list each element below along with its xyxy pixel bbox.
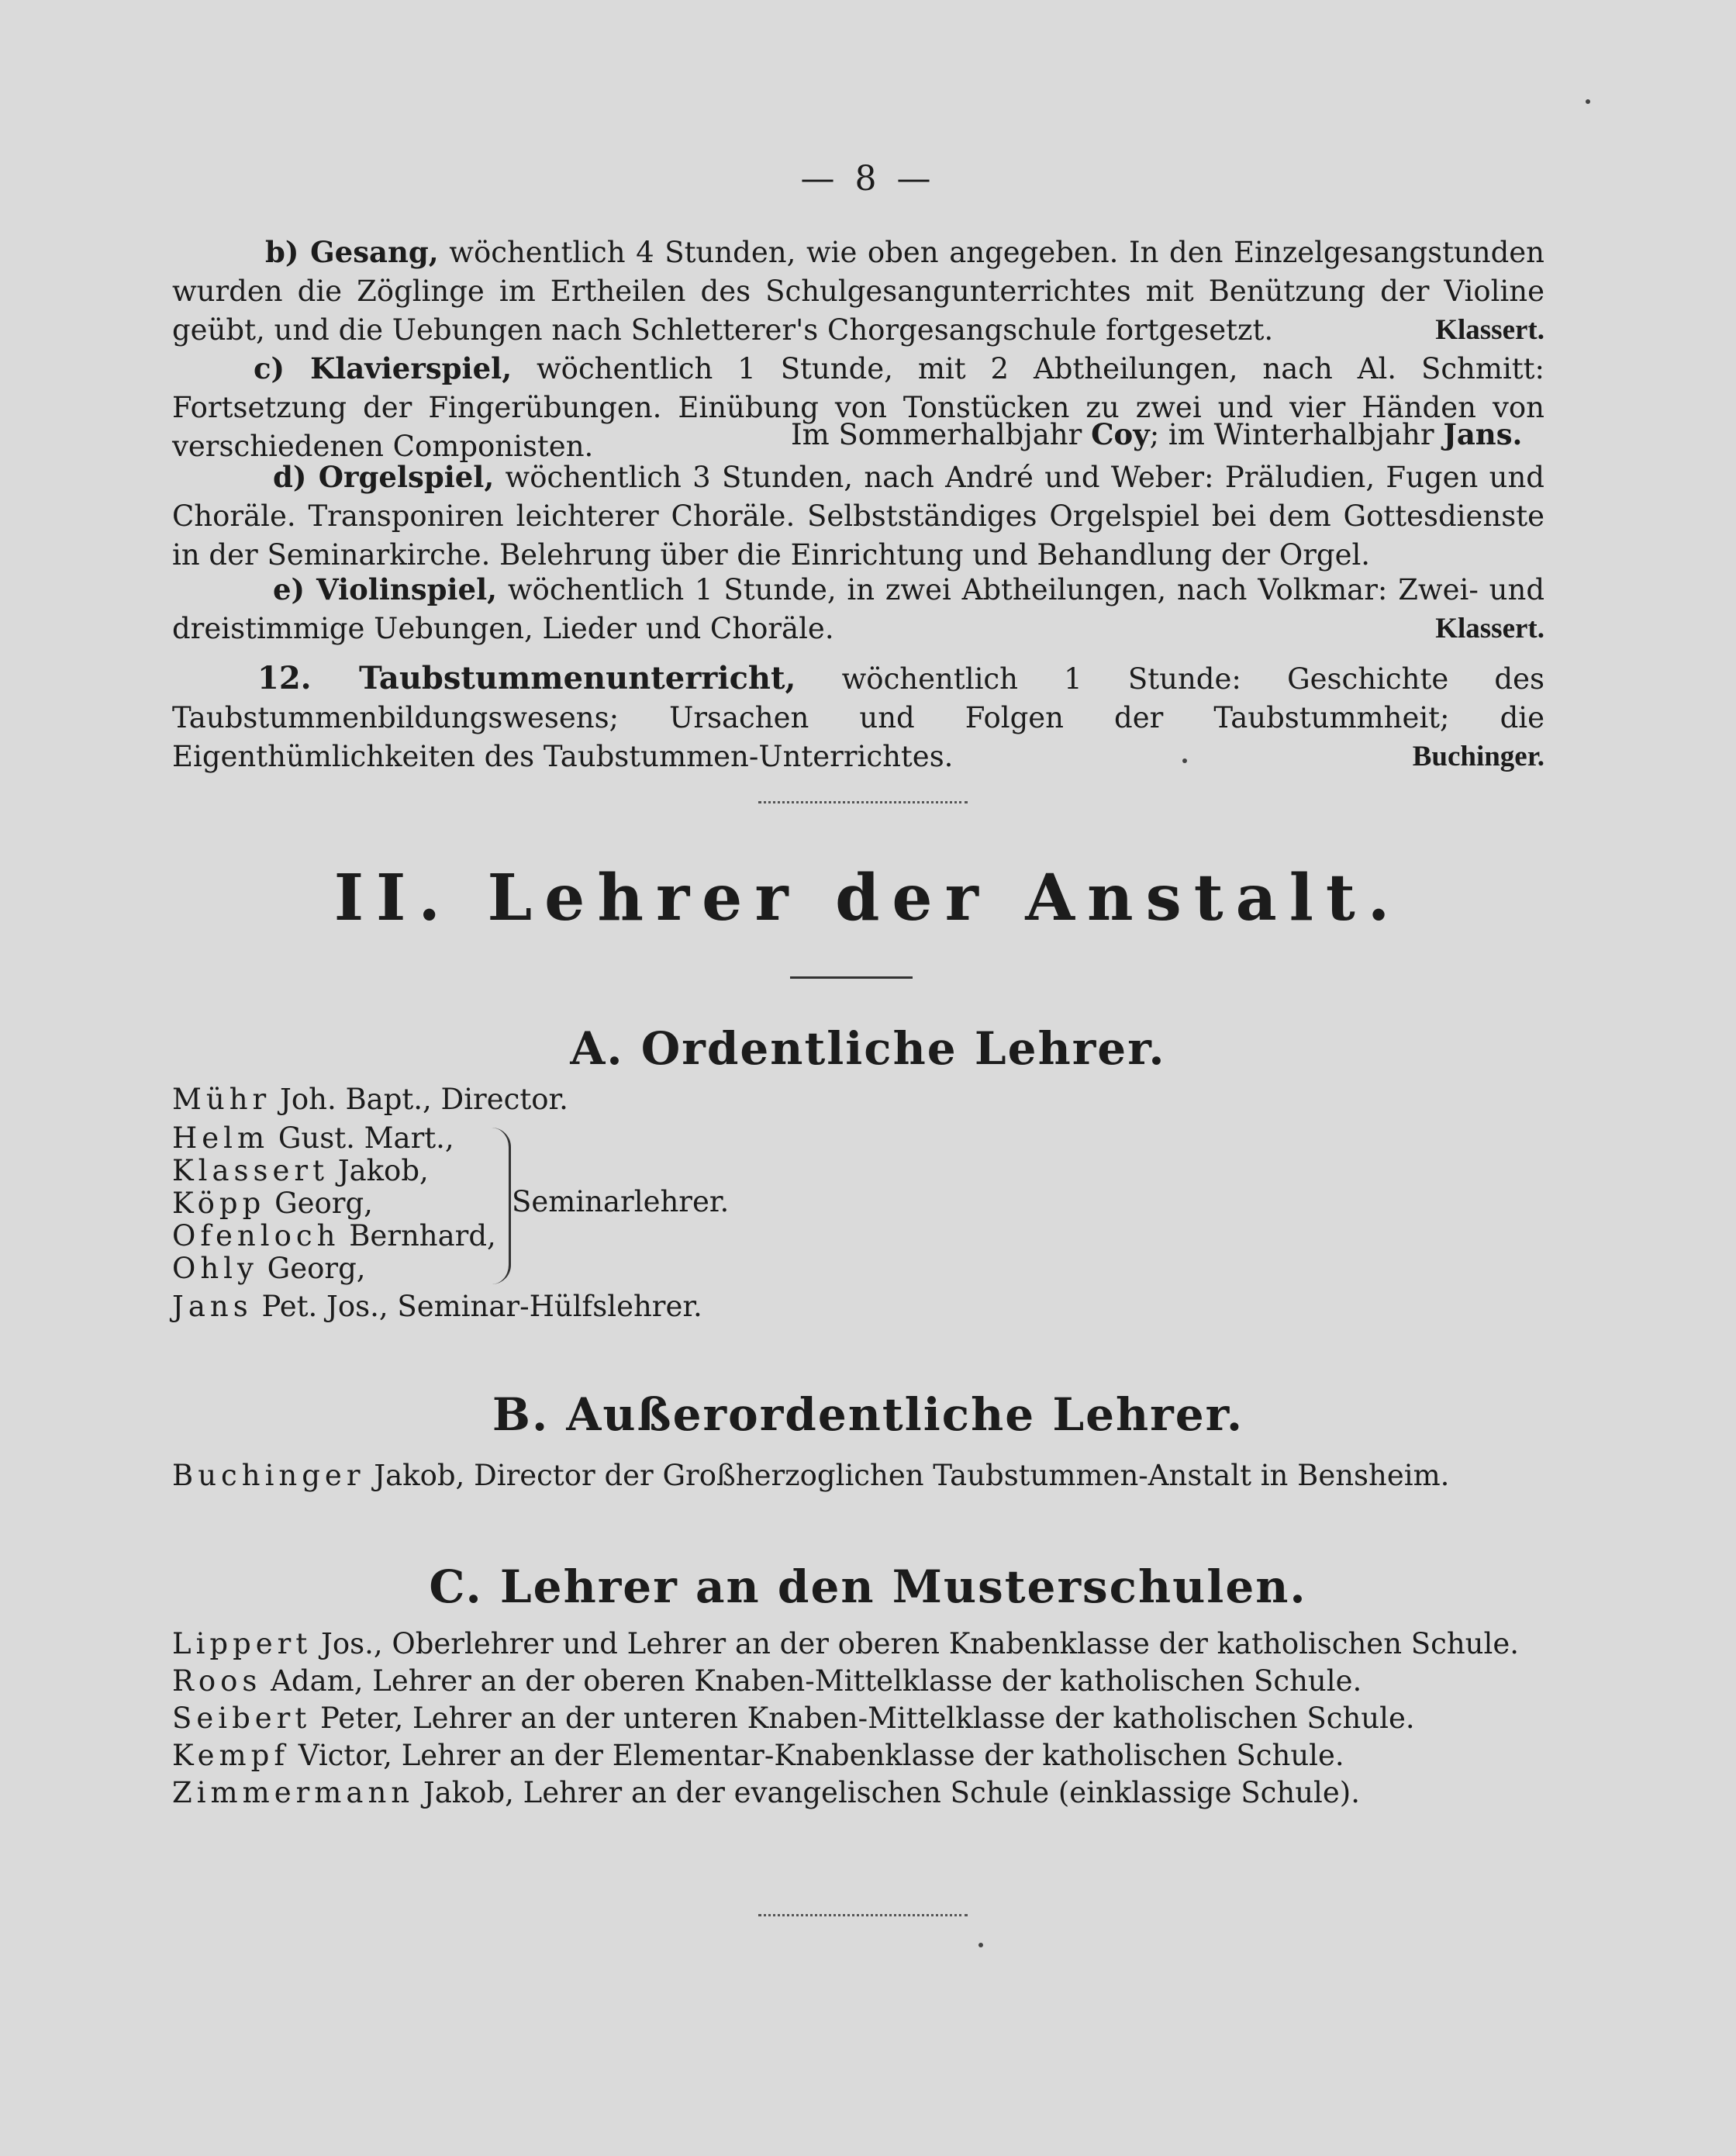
text-sommer: Im Sommerhalbjahr	[791, 418, 1082, 451]
label-gesang: b) Gesang,	[265, 235, 439, 269]
line-klavier-teachers	[791, 415, 1522, 454]
heading-musterschulen: C. Lehrer an den Musterschulen.	[429, 1560, 1307, 1613]
teacher-row	[172, 1625, 1519, 1664]
teacher-name: Mühr	[172, 1083, 271, 1116]
heading-ordentliche-lehrer: A. Ordentliche Lehrer.	[570, 1022, 1166, 1075]
teacher-detail: Jakob, Director der Großherzoglichen Taubstummen-Anstalt in Bensheim.	[374, 1459, 1450, 1492]
page-number: — 8 —	[800, 159, 936, 199]
teacher-row	[172, 1456, 1449, 1495]
teacher-row	[172, 1699, 1415, 1738]
teacher-detail: Gust. Mart.,	[278, 1121, 454, 1155]
heading-rule	[790, 976, 913, 979]
paragraph-gesang	[172, 233, 1544, 350]
paragraph-orgelspiel	[172, 458, 1544, 575]
teacher-detail: Jakob, Lehrer an der evangelischen Schule (einklassige Schule).	[423, 1776, 1360, 1809]
teacher-name: Ohly	[172, 1252, 258, 1285]
brace-seminarlehrer	[492, 1128, 511, 1284]
teacher-helper	[172, 1287, 702, 1326]
teacher-detail: Georg,	[274, 1187, 373, 1220]
paragraph-taubstummen	[172, 659, 1544, 776]
teacher-detail: Adam, Lehrer an der oberen Knaben-Mittelklasse der katholischen Schule.	[271, 1664, 1362, 1698]
teacher-detail: Peter, Lehrer an der unteren Knaben-Mittelklasse der katholischen Schule.	[319, 1702, 1415, 1735]
teacher-name: Klassert	[172, 1154, 329, 1187]
teacher-name: Kempf	[172, 1739, 290, 1772]
role-seminarlehrer: Seminarlehrer.	[512, 1185, 730, 1218]
teacher-row	[172, 1736, 1344, 1775]
teacher-name: Köpp	[172, 1187, 266, 1220]
teacher-row	[172, 1249, 366, 1288]
teacher-name: Roos	[172, 1664, 262, 1698]
teacher-detail: Pet. Jos., Seminar-Hülfslehrer.	[261, 1290, 702, 1323]
teacher-row	[172, 1774, 1360, 1812]
teacher-name: Helm	[172, 1121, 270, 1155]
teacher-detail: Joh. Bapt., Director.	[280, 1083, 568, 1116]
teacher-name: Jans	[172, 1290, 253, 1323]
speck	[978, 1943, 983, 1947]
teacher-jans: Jans.	[1443, 417, 1523, 451]
teacher-coy: Coy	[1091, 417, 1150, 451]
teacher-row	[172, 1662, 1362, 1701]
text-klavierspiel: wöchentlich 1 Stunde, mit 2 Abtheilungen, nach Al. Schmitt: Fortsetzung der Fingerübungen. Einübung von Tonstücken zu zwei und vier Händen von verschiedenen Componisten.	[172, 352, 1545, 463]
teacher-violinspiel: Klassert.	[1435, 613, 1544, 644]
text-gesang: wöchentlich 4 Stunden, wie oben angegeben. In den Einzelgesangstunden wurden die Zöglinge im Ertheilen des Schulgesangunterrichtes mit Benützung der Violine geübt, und die Uebungen nach Schletterer's Chorgesangschule fortgesetzt.	[172, 236, 1545, 347]
teacher-name: Lippert	[172, 1627, 312, 1660]
teacher-name: Seibert	[172, 1702, 312, 1735]
teacher-name: Ofenloch	[172, 1219, 340, 1252]
label-orgelspiel: d) Orgelspiel,	[273, 460, 495, 494]
heading-ausserordentliche-lehrer: B. Außerordentliche Lehrer.	[492, 1388, 1244, 1441]
ornament-divider-bottom	[758, 1900, 968, 1916]
teacher-detail: Jos., Oberlehrer und Lehrer an der oberen Knabenklasse der katholischen Schule.	[321, 1627, 1520, 1660]
teacher-name: Buchinger	[172, 1459, 365, 1492]
teacher-detail: Georg,	[267, 1252, 366, 1285]
text-taubstummen: wöchentlich 1 Stunde: Geschichte des Taubstummenbildungswesens; Ursachen und Folgen der Taubstummheit; die Eigenthümlichkeiten des Taubstummen-Unterrichtes.	[172, 662, 1544, 773]
label-klavierspiel: c) Klavierspiel,	[254, 351, 513, 385]
teacher-detail: Bernhard,	[349, 1219, 496, 1252]
speck	[1586, 99, 1590, 104]
label-taubstummen: 12. Taubstummenunterricht,	[257, 660, 796, 696]
paragraph-violinspiel	[172, 570, 1544, 648]
text-winter: ; im Winterhalbjahr	[1149, 418, 1434, 451]
teacher-detail: Victor, Lehrer an der Elementar-Knabenklasse der katholischen Schule.	[298, 1739, 1344, 1772]
teacher-taubstummen: Buchinger.	[1412, 741, 1544, 772]
ornament-divider-top	[758, 787, 968, 803]
heading-lehrer-der-anstalt: II. Lehrer der Anstalt.	[333, 861, 1403, 935]
teacher-gesang: Klassert.	[1435, 314, 1544, 346]
label-violinspiel: e) Violinspiel,	[273, 572, 498, 606]
text-orgelspiel: wöchentlich 3 Stunden, nach André und Weber: Präludien, Fugen und Choräle. Transponiren leichterer Choräle. Selbstständiges Orgelspiel bei dem Gottesdienste in der Seminarkirche. Belehrung über die Einrichtung und Behandlung der Orgel.	[172, 461, 1544, 572]
teacher-director	[172, 1080, 568, 1119]
teacher-detail: Jakob,	[337, 1154, 429, 1187]
speck	[1182, 758, 1187, 763]
text-violinspiel: wöchentlich 1 Stunde, in zwei Abtheilungen, nach Volkmar: Zwei- und dreistimmige Uebungen, Lieder und Choräle.	[172, 573, 1544, 645]
teacher-name: Zimmermann	[172, 1776, 415, 1809]
